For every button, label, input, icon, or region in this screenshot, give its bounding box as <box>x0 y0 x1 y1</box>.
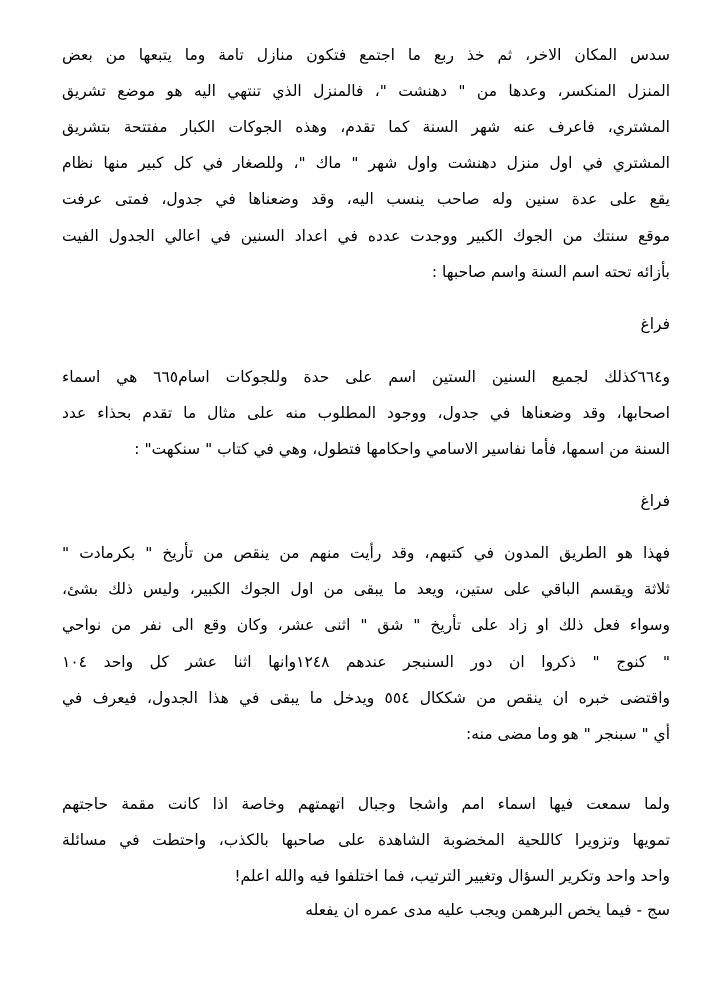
text-line: بأزائه تحته اسم السنة واسم صاحبها : <box>431 263 670 281</box>
text-line: و٦٦٤كذلك لجميع السنين الستين اسم على حدة وللجوكات اسام٦٦٥ هي اسماء <box>62 368 670 386</box>
text-line: " كنوج " ذكروا ان دور السنبجر عندهم ١٢٤٨وانها اثنا عشر كل واحد ١٠٤ <box>62 653 670 671</box>
text-line: موقع سنتك من الجوك الكبير ووجدت عدده في اعداد السنين في اعالي الجدول الفيت <box>62 227 670 245</box>
text-line: سدس المكان الاخر، ثم خذ ربع ما اجتمع فتكون منازل تامة وما يتبعها من بعض <box>62 46 670 64</box>
text-line: المشتري، فاعرف عنه شهر السنة كما تقدم، وهذه الجوكات الكبار مفتتحة بتشريق <box>62 118 670 136</box>
text-line: ثلاثة ويقسم الباقي على ستين، ويعد ما يبقى من اول الجوك الكبير، وليس ذلك بشئ، <box>62 580 670 598</box>
text-line: ولما سمعت فيها اسماء امم واشجا وجبال اتهمتهم وخاصة اذا كانت مقمة حاجتهم <box>62 795 670 813</box>
text-line: واقتضى خبره ان ينقص من شككال ٥٥٤ ويدخل ما يبقى في هذا الجدول، فيعرف في <box>62 689 670 707</box>
text-line: يقع على عدة سنين وله صاحب ينسب اليه، وقد وضعناها في جدول، فمتى عرفت <box>62 190 670 208</box>
text-line: اصحابها، وقد وضعناها في جدول، ووجود المطلوب منه على مثال ما تقدم بحذاء عدد <box>62 404 670 422</box>
text-line: المشتري في اول منزل دهنشت واول شهر " ماك "، وللصغار في كل كبير منها نظام <box>62 154 670 172</box>
text-line: أي " سبنجر " هو وما مضى منه: <box>466 725 670 743</box>
placeholder-label: فراغ <box>640 315 670 333</box>
text-line: واحد واحد وتكرير السؤال وتغيير الترتيب، فما اختلفوا فيه والله اعلم! <box>234 867 670 885</box>
section-heading: سج - فيما يخص البرهمن ويجب عليه مدى عمره ان يفعله <box>305 901 670 919</box>
text-line: السنة من اسمها، فأما نفاسير الاسامي واحكامها فتطول، وهي في كتاب " سنكهت" : <box>134 440 670 458</box>
text-line: وسواء فعل ذلك او زاد على تأريخ " شق " اثنى عشر، وكان وقع الى نفر من نواحي <box>62 616 670 634</box>
text-line: المنزل المنكسر، وعدها من " دهنشت "، فالمنزل الذي تنتهي اليه هو موضع تشريق <box>62 82 670 100</box>
text-line: تمويها وتزويرا كاللحية المخضوبة الشاهدة على صاحبها بالكذب، واحتطت في مسائلة <box>62 831 670 849</box>
placeholder-label: فراغ <box>640 492 670 510</box>
text-line: فهذا هو الطريق المدون في كتبهم، وقد رأيت منهم من ينقص من تأريخ " بكرمادت " <box>62 544 670 562</box>
